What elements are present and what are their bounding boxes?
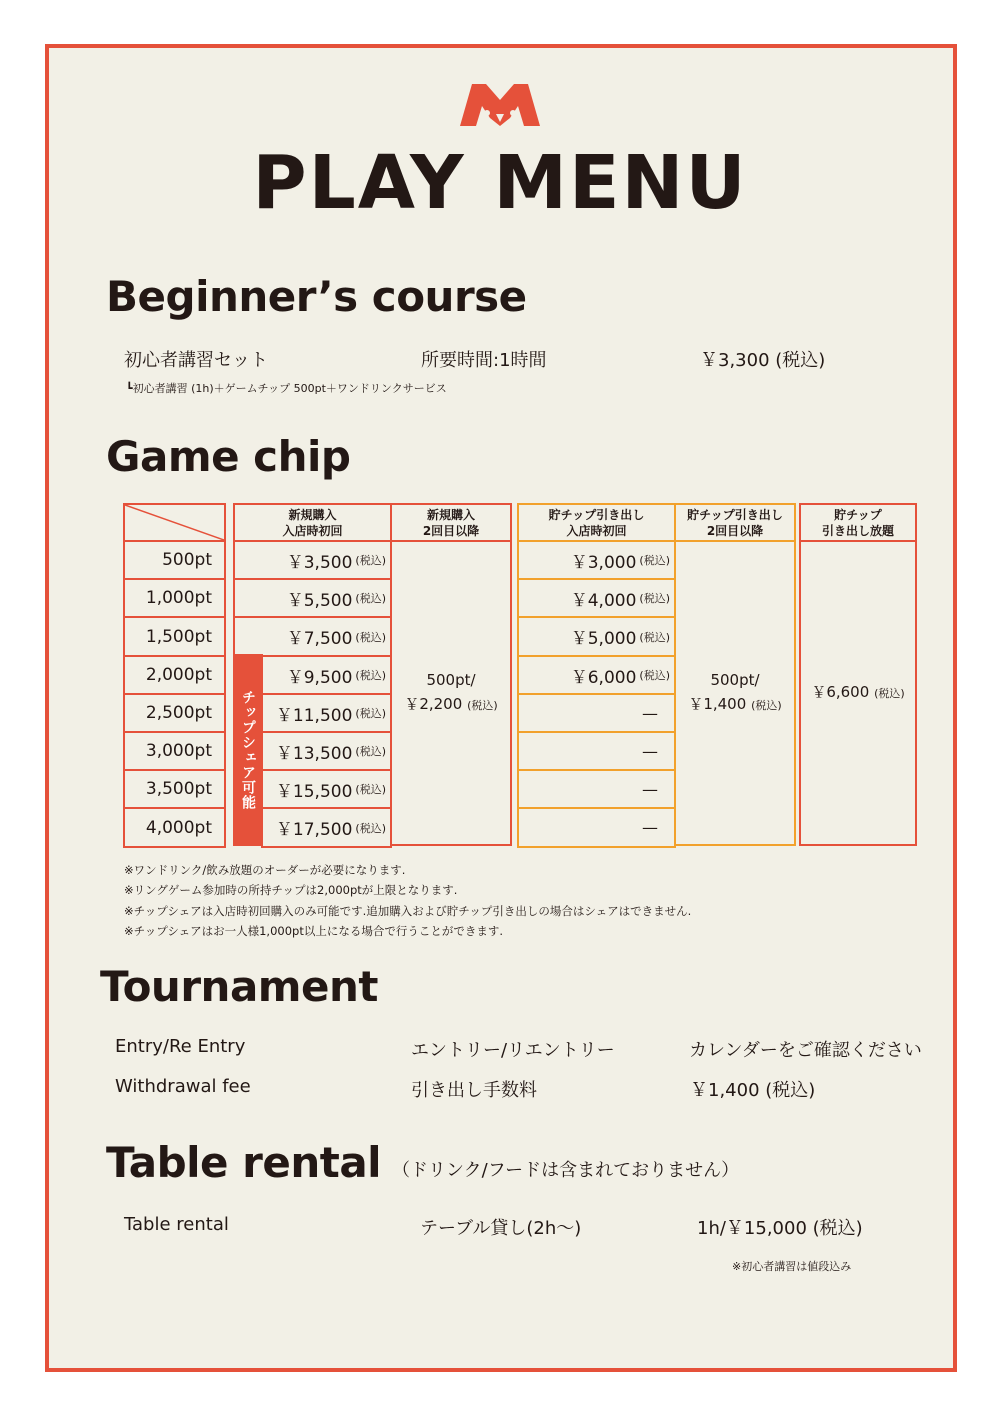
owl-logo-icon [460, 80, 540, 126]
price-value: ￥13,500 [275, 743, 353, 764]
header-new-first: 新規購入 入店時初回 [233, 503, 392, 542]
table-rental-heading: Table rental [106, 1138, 382, 1187]
new-first-price [233, 578, 392, 618]
tax-label: (税込) [355, 745, 386, 758]
tournament-heading: Tournament [100, 962, 379, 1011]
row-label: 4,000pt [123, 807, 226, 848]
gamechip-heading: Game chip [106, 432, 351, 481]
new-second-value: 500pt/ ￥2,200 (税込) [390, 540, 512, 846]
stored-first-price [517, 693, 676, 733]
table-rental-price: 1h/￥15,000 (税込) [697, 1218, 863, 1239]
stored-first-price [517, 578, 676, 618]
tax-label: (税込) [639, 669, 670, 682]
new-first-price [261, 731, 392, 771]
tax-label: (税込) [355, 554, 386, 567]
note-4: ※チップシェアはお一人様1,000pt以上になる場合で行うことができます. [124, 924, 503, 938]
tournament-withdrawal-en: Withdrawal fee [115, 1076, 251, 1097]
tax-label: (税込) [639, 592, 670, 605]
new-first-price [261, 769, 392, 809]
stored-first-price [517, 540, 676, 580]
header-stored-second: 貯チップ引き出し 2回目以降 [674, 503, 796, 542]
price-value: ￥5,500 [286, 590, 353, 611]
stored-first-price [517, 616, 676, 657]
table-rental-subheading: （ドリンク/フードは含まれておりません） [392, 1160, 740, 1181]
price-value: — [642, 779, 658, 799]
stored-first-price [517, 769, 676, 809]
tax-label: (税込) [639, 630, 670, 644]
new-first-price [261, 693, 392, 733]
price-value: — [642, 818, 658, 837]
stored-unlimited-value: ￥6,600 (税込) [799, 540, 917, 846]
new-first-price [233, 540, 392, 580]
tournament-entry-value: カレンダーをご確認ください [689, 1040, 922, 1061]
tournament-entry-jp: エントリー/リエントリー [411, 1040, 615, 1061]
header-stored-first: 貯チップ引き出し 入店時初回 [517, 503, 676, 542]
chip-share-label: チップシェア可能 [233, 654, 263, 846]
price-value: ￥5,000 [570, 629, 637, 649]
stored-first-price [517, 655, 676, 695]
tournament-withdrawal-value: ￥1,400 (税込) [690, 1080, 816, 1101]
tax-label: (税込) [355, 592, 386, 605]
tournament-withdrawal-jp: 引き出し手数料 [411, 1080, 537, 1101]
note-1: ※ワンドリンク/飲み放題のオーダーが必要になります. [124, 863, 406, 877]
tax-label: (税込) [355, 669, 386, 682]
beginner-duration: 所要時間:1時間 [421, 350, 547, 371]
table-rental-item: Table rental [124, 1214, 229, 1235]
stored-first-price [517, 807, 676, 848]
new-first-price [261, 807, 392, 848]
row-label: 3,500pt [123, 769, 226, 809]
header-new-second: 新規購入 2回目以降 [390, 503, 512, 542]
new-first-price [261, 655, 392, 695]
price-value: ￥4,000 [570, 590, 637, 611]
price-value: ￥9,500 [286, 667, 353, 688]
stored-first-price [517, 731, 676, 771]
price-value: ￥3,000 [570, 552, 637, 573]
price-value: ￥15,500 [275, 781, 353, 802]
beginner-detail: ┗初心者講習 (1h)＋ゲームチップ 500pt＋ワンドリンクサービス [126, 382, 447, 395]
table-rental-footnote: ※初心者講習は値段込み [732, 1260, 852, 1273]
price-value: ￥17,500 [275, 820, 353, 840]
corner-diagonal [125, 505, 224, 540]
stored-second-value: 500pt/ ￥1,400 (税込) [674, 540, 796, 846]
price-value: ￥3,500 [286, 552, 353, 573]
note-2: ※リングゲーム参加時の所持チップは2,000ptが上限となります. [124, 883, 458, 897]
tax-label: (税込) [355, 630, 386, 644]
header-stored-unlimited: 貯チップ 引き出し放題 [799, 503, 917, 542]
price-value: ￥6,000 [570, 667, 637, 688]
table-rental-jp: テーブル貸し(2h〜) [420, 1218, 582, 1239]
row-label: 1,000pt [123, 578, 226, 618]
tax-label: (税込) [355, 821, 386, 835]
price-value: ￥7,500 [286, 629, 353, 649]
new-first-price [233, 616, 392, 657]
price-value: — [642, 703, 658, 723]
row-label: 3,000pt [123, 731, 226, 771]
price-value: — [642, 741, 658, 761]
note-3: ※チップシェアは入店時初回購入のみ可能です.追加購入および貯チップ引き出しの場合はシェアはできません. [124, 904, 692, 918]
row-label: 500pt [123, 540, 226, 580]
tax-label: (税込) [639, 554, 670, 567]
price-value: ￥11,500 [275, 705, 353, 726]
beginner-item: 初心者講習セット [124, 350, 268, 371]
page-title: PLAY MENU [252, 140, 748, 226]
row-label: 2,500pt [123, 693, 226, 733]
beginner-heading: Beginner’s course [106, 272, 527, 321]
row-label: 1,500pt [123, 616, 226, 657]
row-label: 2,000pt [123, 655, 226, 695]
tax-label: (税込) [355, 707, 386, 720]
table-corner [123, 503, 226, 542]
beginner-price: ￥3,300 (税込) [700, 350, 826, 371]
tax-label: (税込) [355, 783, 386, 796]
tournament-entry-en: Entry/Re Entry [115, 1036, 246, 1057]
